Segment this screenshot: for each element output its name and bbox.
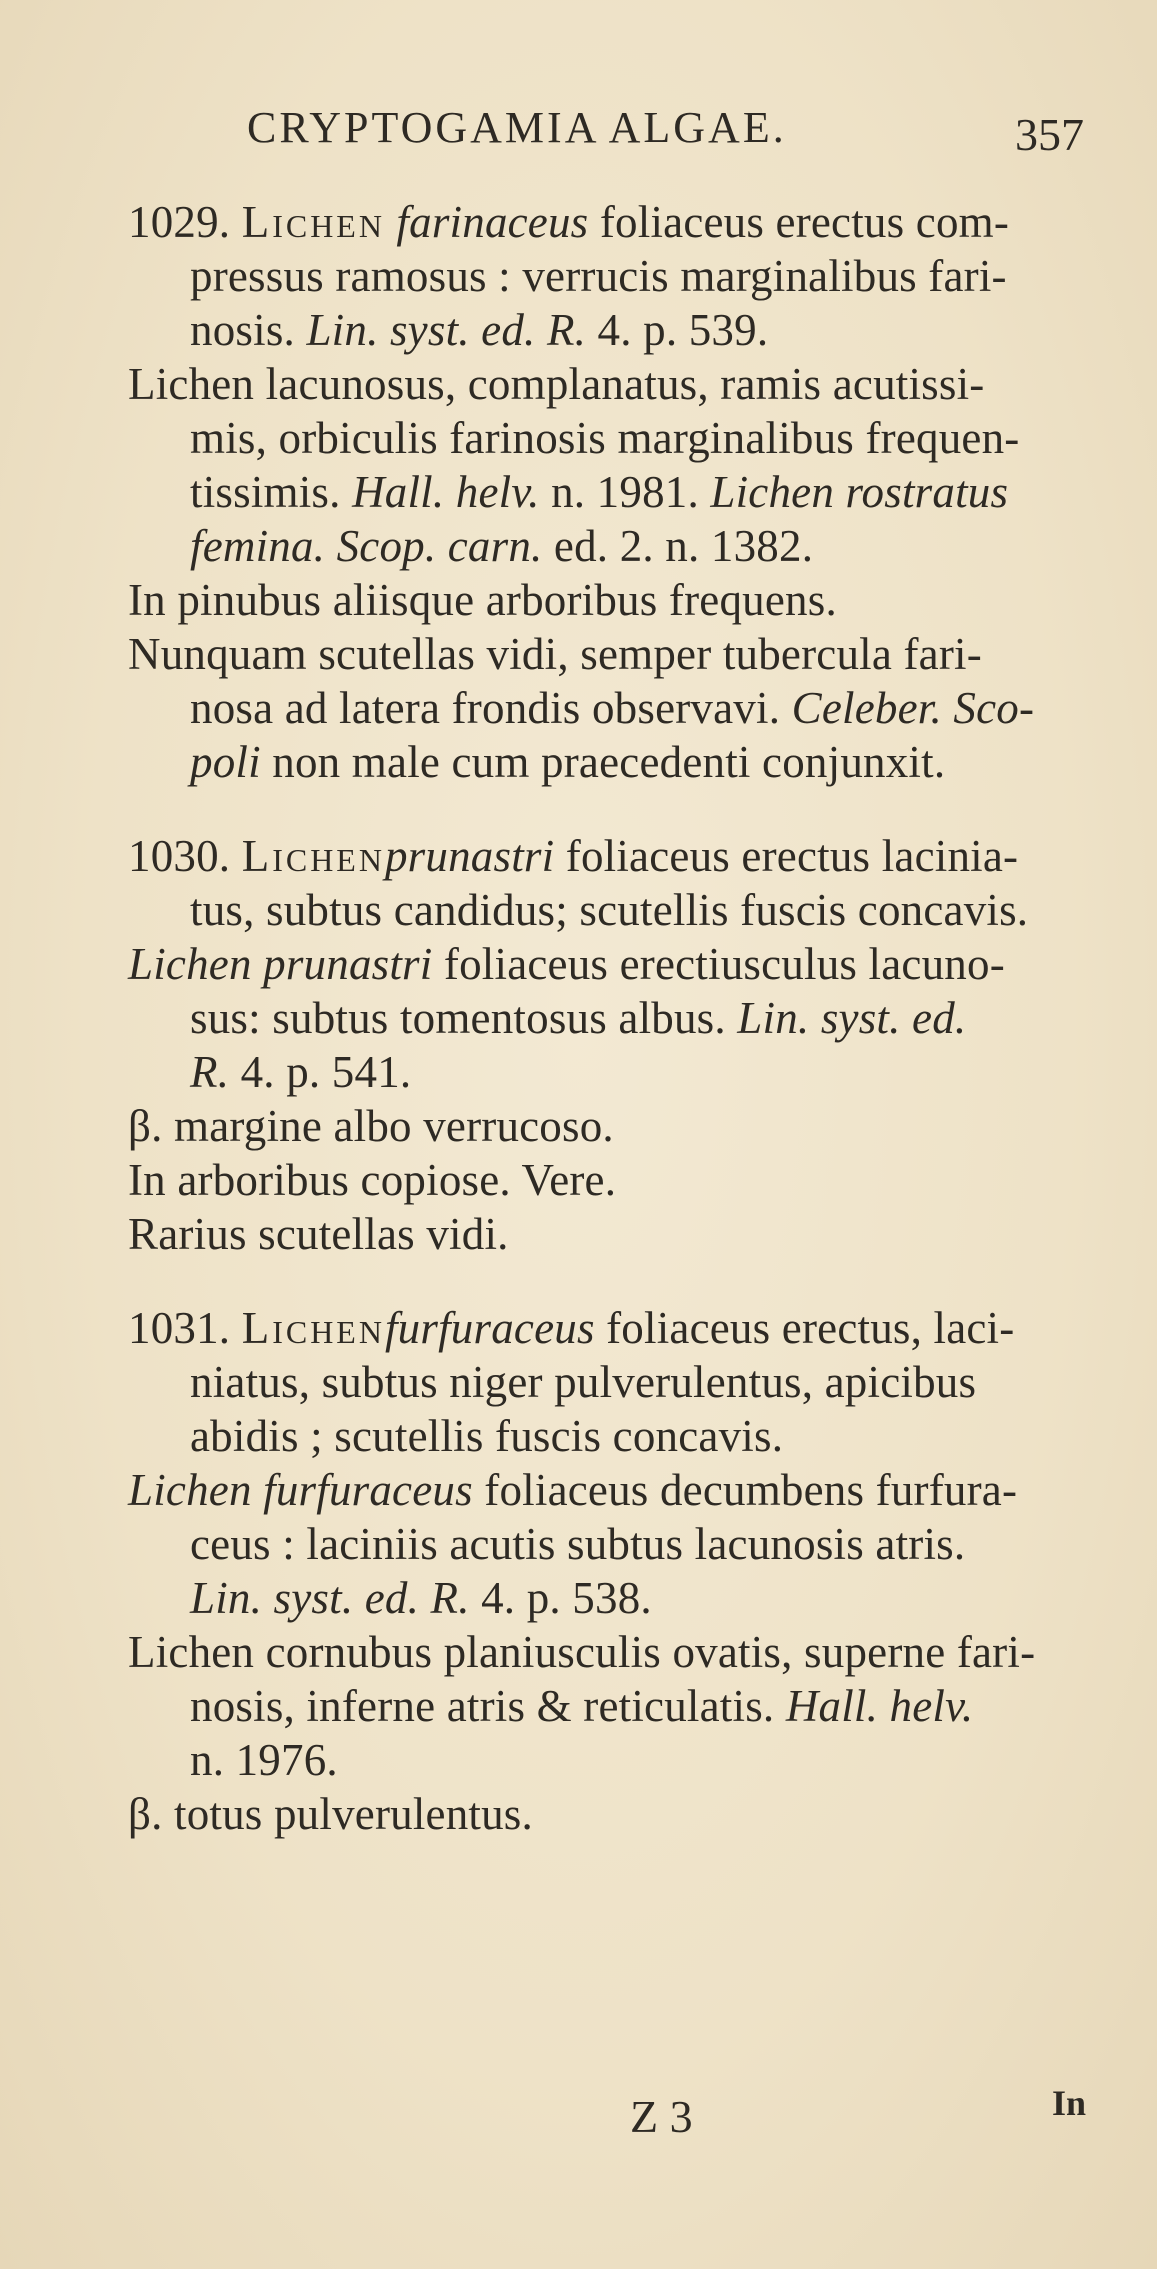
entry-1031-line-4: Lichen furfuraceus foliaceus decumbens furfura- [128,1465,1018,1515]
species-name: furfuraceus [384,1303,595,1353]
entry-1031-line-5: ceus : laciniis acutis subtus lacunosis atris. [190,1519,966,1569]
entry-1031-line-10: β. totus pulverulentus. [128,1789,533,1839]
entry-1031-line-6: Lin. syst. ed. R. 4. p. 538. [190,1573,652,1623]
entry-1029-line-10: nosa ad latera frondis observavi. Celeber. Sco- [190,683,1035,733]
entry-1031-line-1: 1031. Lichenfurfuraceus foliaceus erectus, laci- [128,1303,1015,1353]
entry-1030-line-4: sus: subtus tomentosus albus. Lin. syst. ed. [190,993,967,1043]
entry-1031-line-8: nosis, inferne atris & reticulatis. Hall. helv. [190,1681,974,1731]
entry-1030-line-7: In arboribus copiose. Vere. [128,1155,617,1205]
entry-1029-line-6: tissimis. Hall. helv. n. 1981. Lichen rostratus [190,467,1009,517]
entry-number: 1030. [128,831,242,881]
entry-1029-line-4: Lichen lacunosus, complanatus, ramis acutissi- [128,359,985,409]
entry-1029-line-2: pressus ramosus : verrucis marginalibus fari- [190,251,1007,301]
entry-1031-line-2: niatus, subtus niger pulverulentus, apicibus [190,1357,977,1407]
entry-number: 1029. [128,197,242,247]
entry-1030-line-5: R. 4. p. 541. [190,1047,412,1097]
running-head: CRYPTOGAMIA ALGAE. [247,103,787,152]
entry-1029-line-5: mis, orbiculis farinosis marginalibus frequen- [190,413,1020,463]
entry-1029-line-8: In pinubus aliisque arboribus frequens. [128,575,837,625]
entry-1029-line-3: nosis. Lin. syst. ed. R. 4. p. 539. [190,305,769,355]
entry-1031-line-9: n. 1976. [190,1735,338,1785]
entry-1030-line-3: Lichen prunastri foliaceus erectiusculus lacuno- [128,939,1005,989]
entry-1029-line-7: femina. Scop. carn. ed. 2. n. 1382. [190,521,814,571]
entry-1030-line-6: β. margine albo verrucoso. [128,1101,614,1151]
entry-1031-line-7: Lichen cornubus planiusculis ovatis, superne fari- [128,1627,1036,1677]
genus-name: Lichen [241,197,385,247]
entry-1029-line-11: poli non male cum praecedenti conjunxit. [190,737,946,787]
genus-name: Lichen [241,1303,385,1353]
entry-1031-line-3: abidis ; scutellis fuscis concavis. [190,1411,784,1461]
signature-mark: Z 3 [630,2091,693,2142]
page-number: 357 [1015,109,1084,160]
entry-1030-line-2: tus, subtus candidus; scutellis fuscis concavis. [190,885,1029,935]
species-name: farinaceus [396,197,589,247]
entry-1030-line-8: Rarius scutellas vidi. [128,1209,509,1259]
entry-number: 1031. [128,1303,242,1353]
entry-1029-line-1: 1029. Lichen farinaceus foliaceus erectus com- [128,197,1010,247]
species-name: prunastri [384,831,555,881]
catchword: In [1052,2083,1087,2123]
entry-1030-line-1: 1030. Lichenprunastri foliaceus erectus lacinia- [128,831,1019,881]
genus-name: Lichen [241,831,385,881]
entry-1029-line-9: Nunquam scutellas vidi, semper tubercula fari- [128,629,982,679]
